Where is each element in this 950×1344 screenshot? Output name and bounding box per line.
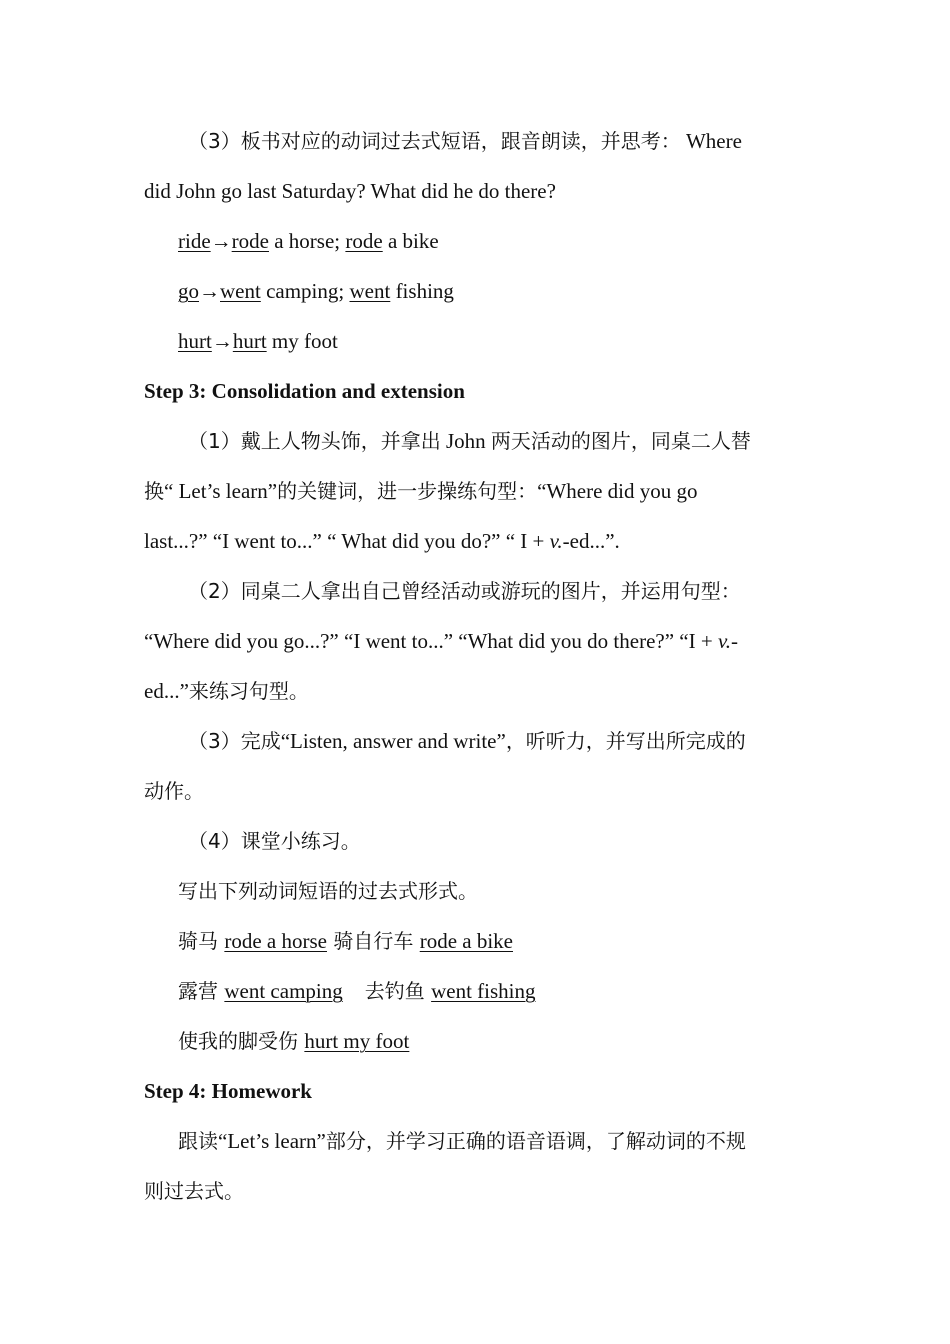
text-en: - (730, 629, 738, 653)
text-en: “Let’s learn” (218, 1129, 326, 1153)
verb-past: rode (231, 229, 269, 253)
verb-line-hurt (178, 328, 338, 354)
phrase-text: a horse; (268, 229, 346, 253)
phrase-text: a bike (382, 229, 439, 253)
phrase-text: camping; (260, 279, 350, 303)
exercise-row-2 (178, 978, 536, 1004)
text-cn: 来练习句型。 (188, 679, 309, 703)
verb-line-ride (178, 228, 439, 254)
verb-past: went (349, 279, 391, 303)
verb-past: hurt (232, 329, 267, 353)
exercise-row-1 (178, 928, 513, 954)
text-en: John (440, 429, 491, 453)
step3-p1-line2 (144, 478, 697, 504)
verb-base: go (178, 279, 199, 303)
text-cn: 部分，并学习正确的语音语调，了解动词的不规 (325, 1129, 746, 1153)
text-cn: 两天活动的图片，同桌二人替 (490, 429, 751, 453)
arrow: → (211, 329, 233, 353)
arrow: → (210, 229, 232, 253)
answer-text: rode a bike (419, 929, 513, 953)
step3-p3-line1 (144, 728, 746, 754)
text-cn: 的关键词，进一步操练句型： (277, 479, 538, 503)
text-cn: （3）完成 (188, 729, 281, 753)
step3-p1-line3 (144, 528, 620, 554)
answer-text: rode a horse (224, 929, 327, 953)
text-cn: 去钓鱼 (364, 979, 432, 1003)
step3-heading: Step 3: Consolidation and extension (144, 379, 465, 403)
text-en: “Where did you go...?” “I went to...” “What did you do there?” “I + (144, 629, 718, 653)
verb-past: went (220, 279, 261, 303)
text-en: ed...” (144, 679, 189, 703)
step3-p2-line2 (144, 628, 738, 654)
text-en: “Where did you go (537, 479, 698, 503)
text-italic: v. (717, 629, 731, 653)
step4-line1 (178, 1128, 746, 1154)
text-cn: （1）戴上人物头饰，并拿出 (188, 429, 441, 453)
phrase-text: fishing (390, 279, 454, 303)
text-cn: 换 (144, 479, 164, 503)
verb-base: hurt (178, 329, 212, 353)
verb-line-go (178, 278, 454, 304)
verb-base: ride (178, 229, 211, 253)
text-cn: 露营 (178, 979, 225, 1003)
text-en: “ Let’s learn” (164, 479, 278, 503)
text-cn: （2）同桌二人拿出自己曾经活动或游玩的图片，并运用句型： (188, 579, 741, 603)
para3-line2: did John go last Saturday? What did he do there? (144, 179, 556, 203)
text-cn: （4）课堂小练习。 (188, 829, 361, 853)
step4-heading: Step 4: Homework (144, 1079, 312, 1103)
step4-line2 (144, 1178, 244, 1204)
text-cn: 则过去式。 (144, 1179, 244, 1203)
exercise-row-3 (178, 1028, 409, 1054)
para3-line1 (144, 128, 742, 154)
text-cn: 跟读 (178, 1129, 218, 1153)
text-en: “Listen, answer and write” (280, 729, 506, 753)
text-cn: 动作。 (144, 779, 204, 803)
text-cn: 使我的脚受伤 (178, 1029, 305, 1053)
para3-text-cn: （3）板书对应的动词过去式短语，跟音朗读，并思考： (188, 129, 681, 153)
text-en: -ed...”. (562, 529, 620, 553)
text-cn: 骑马 (178, 929, 225, 953)
answer-text: went fishing (431, 979, 536, 1003)
phrase-text: my foot (266, 329, 338, 353)
text-en: last...?” “I went to...” “ What did you do?” “ I + (144, 529, 550, 553)
step3-p2-line3 (144, 678, 309, 704)
answer-text: hurt my foot (304, 1029, 410, 1053)
verb-past: rode (345, 229, 383, 253)
step3-p3-line2 (144, 778, 204, 804)
answer-text: went camping (224, 979, 343, 1003)
step3-p4-line2 (178, 878, 478, 904)
text-cn: 写出下列动词短语的过去式形式。 (178, 879, 478, 903)
step3-p2-line1 (144, 578, 741, 604)
arrow: → (199, 279, 220, 303)
text-cn: 骑自行车 (326, 929, 420, 953)
para3-text-en: Where (680, 129, 742, 153)
text-cn: ，听听力，并写出所完成的 (505, 729, 746, 753)
text-italic: v. (549, 529, 563, 553)
step3-p4-line1 (144, 828, 361, 854)
step3-p1-line1 (144, 428, 751, 454)
